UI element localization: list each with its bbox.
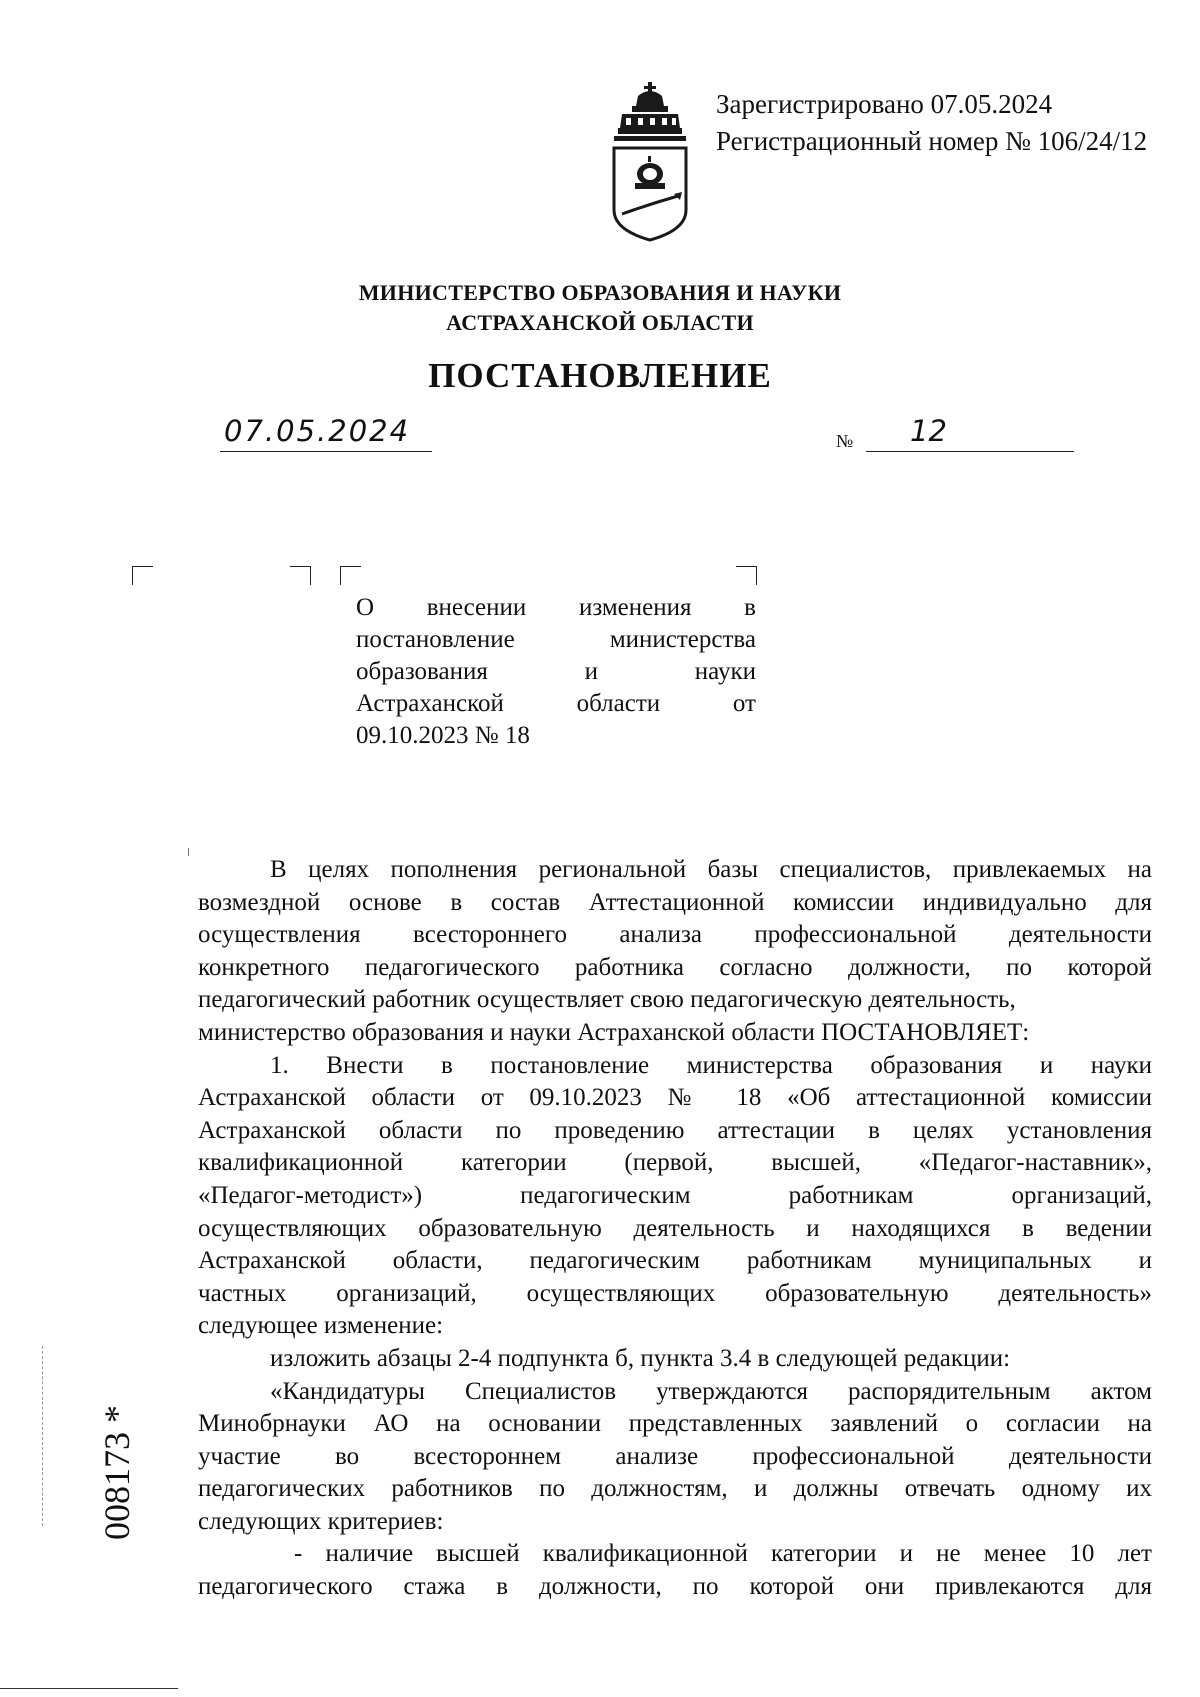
body-line: конкретного педагогического работника согласно должности, по которой <box>198 953 1152 981</box>
ministry-name-line2: АСТРАХАНСКОЙ ОБЛАСТИ <box>446 310 754 335</box>
corner-bracket <box>290 566 311 585</box>
corner-bracket <box>340 566 361 585</box>
body-line: министерство образования и науки Астраханской области ПОСТАНОВЛЯЕТ: <box>198 1018 1030 1046</box>
subject-line: Астраханской области от <box>356 690 756 717</box>
registration-date: Зарегистрировано 07.05.2024 <box>716 89 1053 119</box>
body-line: Астраханской области от 09.10.2023 № 18 «Об аттестационной комиссии <box>198 1084 1152 1112</box>
subject-line: образования и науки <box>356 658 756 685</box>
subject-line: О внесении изменения в <box>356 594 756 621</box>
body-line: возмездной основе в состав Аттестационной комиссии индивидуально для <box>198 888 1152 916</box>
corner-bracket <box>736 566 757 585</box>
subject-line: 09.10.2023 № 18 <box>356 722 530 749</box>
body-line: педагогических работников по должностям, и должны отвечать одному их <box>198 1475 1152 1503</box>
body-line: Астраханской области, педагогическим работникам муниципальных и <box>198 1247 1152 1275</box>
document-subject <box>356 592 756 752</box>
corner-bracket <box>132 566 153 585</box>
body-line: - наличие высшей квалификационной категории и не менее 10 лет <box>294 1540 1152 1568</box>
registration-stamp <box>716 86 1147 160</box>
number-underline <box>866 451 1074 452</box>
body-line: осуществляющих образовательную деятельность и находящихся в ведении <box>198 1214 1152 1242</box>
registration-number: Регистрационный номер № 106/24/12 <box>716 126 1148 156</box>
body-line: педагогического стажа в должности, по которой они привлекаются для <box>198 1573 1152 1601</box>
coat-of-arms-emblem <box>608 82 692 242</box>
body-line: 1. Внести в постановление министерства образования и науки <box>270 1051 1152 1079</box>
body-line: Минобрнауки АО на основании представленных заявлений о согласии на <box>198 1410 1152 1438</box>
body-line: В целях пополнения региональной базы специалистов, привлекаемых на <box>270 856 1152 883</box>
body-line: следующих критериев: <box>198 1507 444 1535</box>
body-line: участие во всестороннем анализе профессиональной деятельности <box>198 1442 1152 1470</box>
body-line: осуществления всестороннего анализа профессиональной деятельности <box>198 921 1152 949</box>
side-serial-stamp: 008173 * <box>97 1405 137 1540</box>
margin-mark <box>188 848 193 856</box>
handwritten-number: 12 <box>910 414 947 448</box>
body-line: следующее изменение: <box>198 1312 444 1340</box>
body-line: Астраханской области по проведению аттестации в целях установления <box>198 1116 1152 1144</box>
body-line: квалификационной категории (первой, высшей, «Педагог-наставник», <box>198 1149 1152 1177</box>
subject-line: постановление министерства <box>356 626 756 653</box>
body-line: частных организаций, осуществляющих образовательную деятельность» <box>198 1279 1152 1307</box>
document-body <box>198 854 1152 1604</box>
body-line: «Кандидатуры Специалистов утверждаются распорядительным актом <box>270 1377 1152 1405</box>
ministry-name-line1: МИНИСТЕРСТВО ОБРАЗОВАНИЯ И НАУКИ <box>358 280 842 305</box>
document-type-title: ПОСТАНОВЛЕНИЕ <box>428 356 772 395</box>
body-line: изложить абзацы 2-4 подпункта б, пункта 3.4 в следующей редакции: <box>270 1344 1011 1372</box>
date-underline <box>220 451 432 452</box>
body-line: педагогический работник осуществляет свою педагогическую деятельность, <box>198 986 1016 1014</box>
ministry-name <box>0 278 1200 338</box>
handwritten-date: 07.05.2024 <box>224 414 411 448</box>
body-line: «Педагог-методист») педагогическим работникам организаций, <box>198 1181 1152 1209</box>
margin-dashes <box>42 1346 45 1526</box>
footnote-rule <box>0 1688 178 1689</box>
number-label: № <box>836 431 854 451</box>
